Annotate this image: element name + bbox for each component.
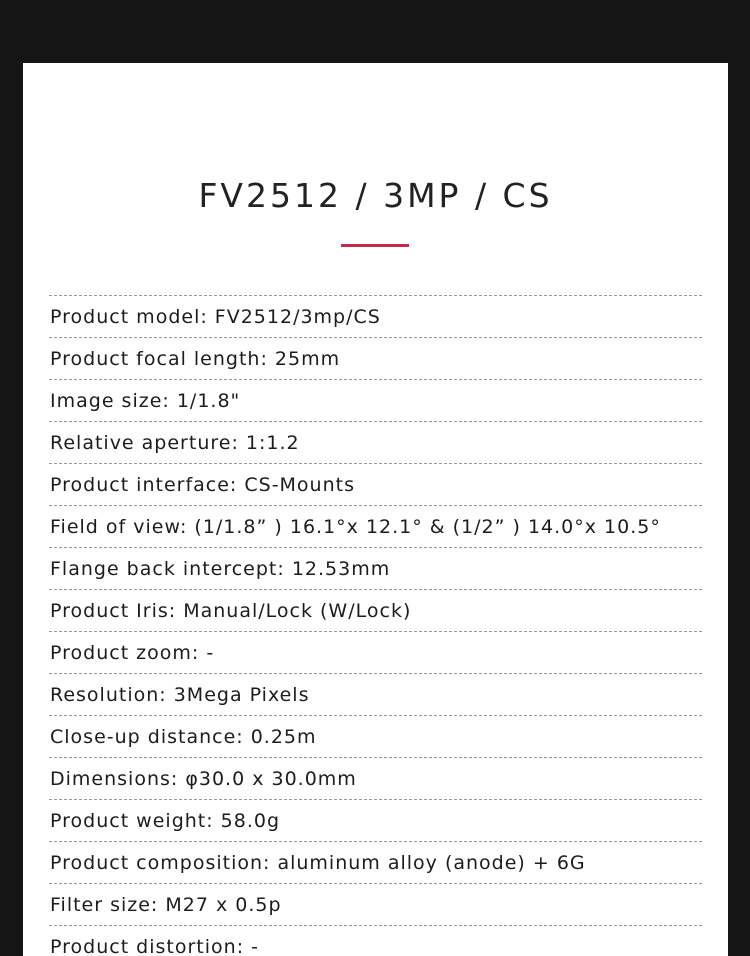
product-spec-card: [23, 63, 728, 956]
spec-text: Product focal length: 25mm: [50, 347, 341, 370]
spec-list: [49, 295, 702, 956]
spec-text: Field of view: (1/1.8” ) 16.1°x 12.1° & (1/2” ) 14.0°x 10.5°: [50, 515, 661, 538]
spec-row-flange-back: [49, 548, 702, 590]
spec-text: Dimensions: φ30.0 x 30.0mm: [50, 767, 357, 790]
spec-text: Resolution: 3Mega Pixels: [50, 683, 310, 706]
spec-row-resolution: [49, 674, 702, 716]
spec-text: Product Iris: Manual/Lock (W/Lock): [50, 599, 412, 622]
spec-text: Filter size: M27 x 0.5p: [50, 893, 282, 916]
spec-row-product-iris: [49, 590, 702, 632]
spec-text: Product zoom: -: [50, 641, 215, 664]
spec-text: Flange back intercept: 12.53mm: [50, 557, 391, 580]
spec-text: Product weight: 58.0g: [50, 809, 281, 832]
spec-text: Product interface: CS-Mounts: [50, 473, 355, 496]
spec-row-field-of-view: [49, 506, 702, 548]
title-accent-bar: [341, 244, 409, 247]
spec-row-filter-size: [49, 884, 702, 926]
spec-row-relative-aperture: [49, 422, 702, 464]
spec-row-focal-length: [49, 338, 702, 380]
spec-row-dimensions: [49, 758, 702, 800]
spec-text: Close-up distance: 0.25m: [50, 725, 317, 748]
spec-row-product-model: [49, 296, 702, 338]
spec-row-product-interface: [49, 464, 702, 506]
spec-row-product-distortion: [49, 926, 702, 956]
spec-text: Product composition: aluminum alloy (anode) + 6G: [50, 851, 586, 874]
spec-row-close-up-distance: [49, 716, 702, 758]
page-title: FV2512 / 3MP / CS: [198, 176, 553, 215]
spec-text: Image size: 1/1.8": [50, 389, 241, 412]
spec-row-product-composition: [49, 842, 702, 884]
spec-text: Product distortion: -: [50, 935, 259, 956]
spec-row-product-weight: [49, 800, 702, 842]
spec-text: Relative aperture: 1:1.2: [50, 431, 300, 454]
spec-row-product-zoom: [49, 632, 702, 674]
spec-text: Product model: FV2512/3mp/CS: [50, 305, 381, 328]
spec-row-image-size: [49, 380, 702, 422]
